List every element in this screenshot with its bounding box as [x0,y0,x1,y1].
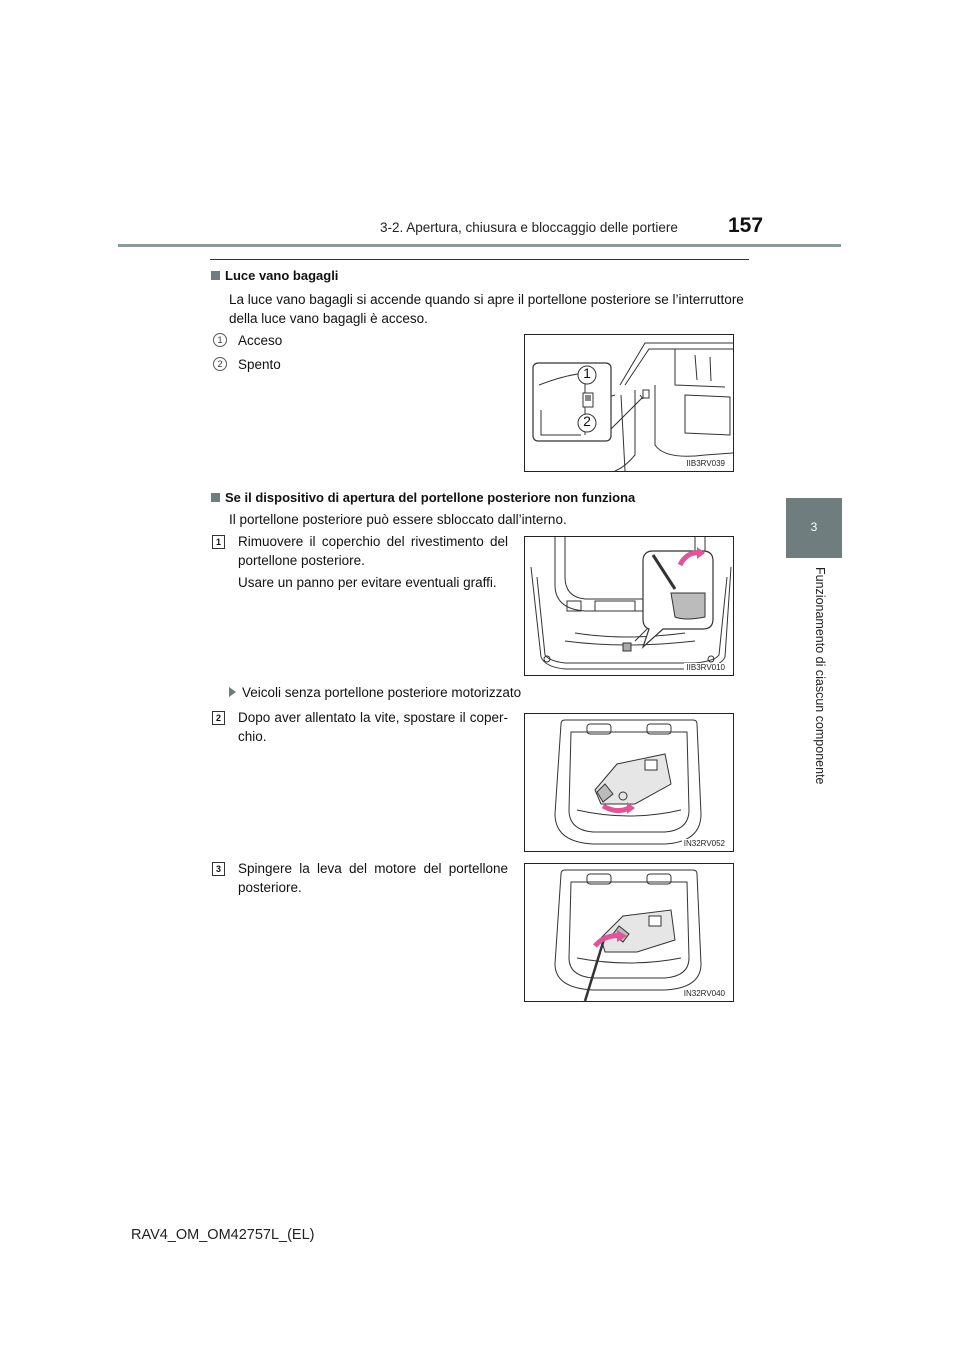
chapter-label: Funzionamento di ciascun componente [813,567,827,785]
item-label-on: Acceso [238,333,283,348]
square-bullet-icon [211,493,220,502]
running-header: 3-2. Apertura, chiusura e bloccaggio delle portiere [380,220,678,235]
section-title-text: Se il dispositivo di apertura del portellone posteriore non funziona [225,490,636,505]
item-marker: 1 [213,333,227,347]
content-top-rule [210,259,749,260]
figure-callout: 2 [583,413,591,429]
step-text: Dopo aver allentato la vite, spostare il coper-chio. [238,710,508,744]
figure-push-lever [524,863,734,1002]
step-number: 2 [212,711,225,725]
step-note: Usare un panno per evitare eventuali graffi. [238,575,497,590]
push-lever-illustration [525,864,733,1001]
chapter-number: 3 [810,520,818,534]
figure-code: IN32RV052 [683,839,725,848]
section-title-text: Luce vano bagagli [225,268,339,283]
page-number: 157 [728,214,764,237]
step-text: Spingere la leva del motore del portellone posteriore. [238,861,508,895]
figure-move-cover [524,713,734,852]
trim-cover-illustration [525,537,733,675]
section-paragraph: La luce vano bagagli si accende quando si apre il portellone posteriore se l’interruttore della luce vano bagagli è acceso. [229,292,744,326]
step-number: 1 [212,535,225,549]
figure-callout: 1 [583,365,591,381]
document-code: RAV4_OM_OM42757L_(EL) [131,1227,315,1243]
section-paragraph: Il portellone posteriore può essere sbloccato dall’interno. [229,512,567,527]
header-rule [118,244,841,247]
luggage-light-illustration [525,335,733,471]
item-label-off: Spento [238,357,281,372]
item-marker: 2 [213,357,227,371]
section-title-tailgate [211,490,635,505]
figure-trim-cover [524,536,734,676]
section-title-luggage-light [211,268,338,283]
figure-luggage-light [524,334,734,472]
condition-subheading [229,683,521,702]
figure-code: IN32RV040 [683,989,725,998]
triangle-bullet-icon [229,687,236,697]
square-bullet-icon [211,271,220,280]
move-cover-illustration [525,714,733,851]
condition-subheading-text: Veicoli senza portellone posteriore motorizzato [242,685,522,700]
step-text: Rimuovere il coperchio del rivestimento del portellone posteriore. [238,534,508,568]
step-number: 3 [212,862,225,876]
figure-code: IIB3RV010 [686,663,725,672]
figure-code: IIB3RV039 [686,459,725,468]
